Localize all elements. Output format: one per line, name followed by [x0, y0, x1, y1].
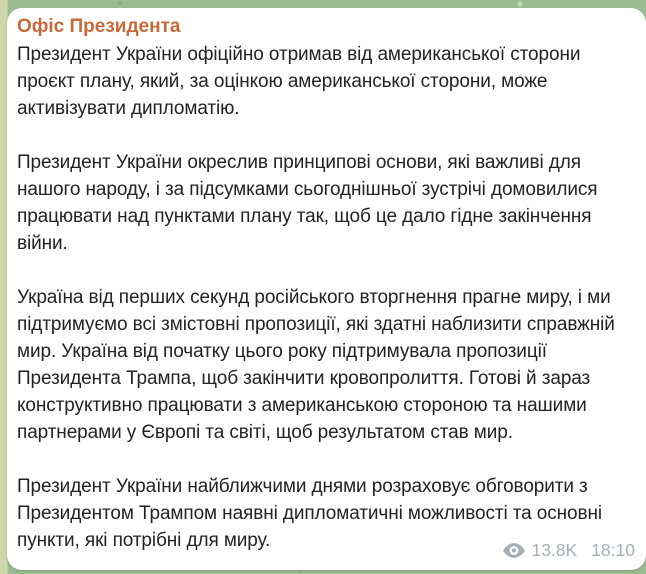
message-bubble: [7, 8, 646, 570]
message-paragraph: Україна від перших секунд російського вторгнення прагне миру, і ми підтримуємо всі змістовні пропозиції, які здатні наблизити справжній мир. Україна від початку цього року підтримувала пропозиції Президента Трампа, щоб закінчити кровопролиття. Готові й зараз конструктивно працювати з американською стороною та нашими партнерами у Європі та світі, щоб результатом став мир.: [17, 287, 615, 443]
channel-name[interactable]: Офіс Президента: [17, 16, 181, 37]
view-count: 13.8K: [531, 540, 578, 560]
message-paragraph: Президент України офіційно отримав від американської сторони проєкт плану, який, за оцінкою американської сторони, може активізувати дипломатію.: [17, 44, 581, 119]
message-paragraph: Президент України окреслив принципові основи, які важливі для нашого народу, і за підсумками сьогоднішньої зустрічі домовилися працювати над пунктами плану так, щоб це дало гідне закінчення війни.: [17, 152, 598, 254]
message-meta: [495, 540, 635, 561]
message-text: [17, 41, 636, 554]
eye-icon: [503, 543, 525, 558]
message-paragraph: Президент України найближчими днями розраховує обговорити з Президентом Трампом наявні дипломатичні можливості та основні пункти, які потрібні для миру.: [17, 476, 603, 551]
message-time: 18:10: [591, 540, 635, 560]
